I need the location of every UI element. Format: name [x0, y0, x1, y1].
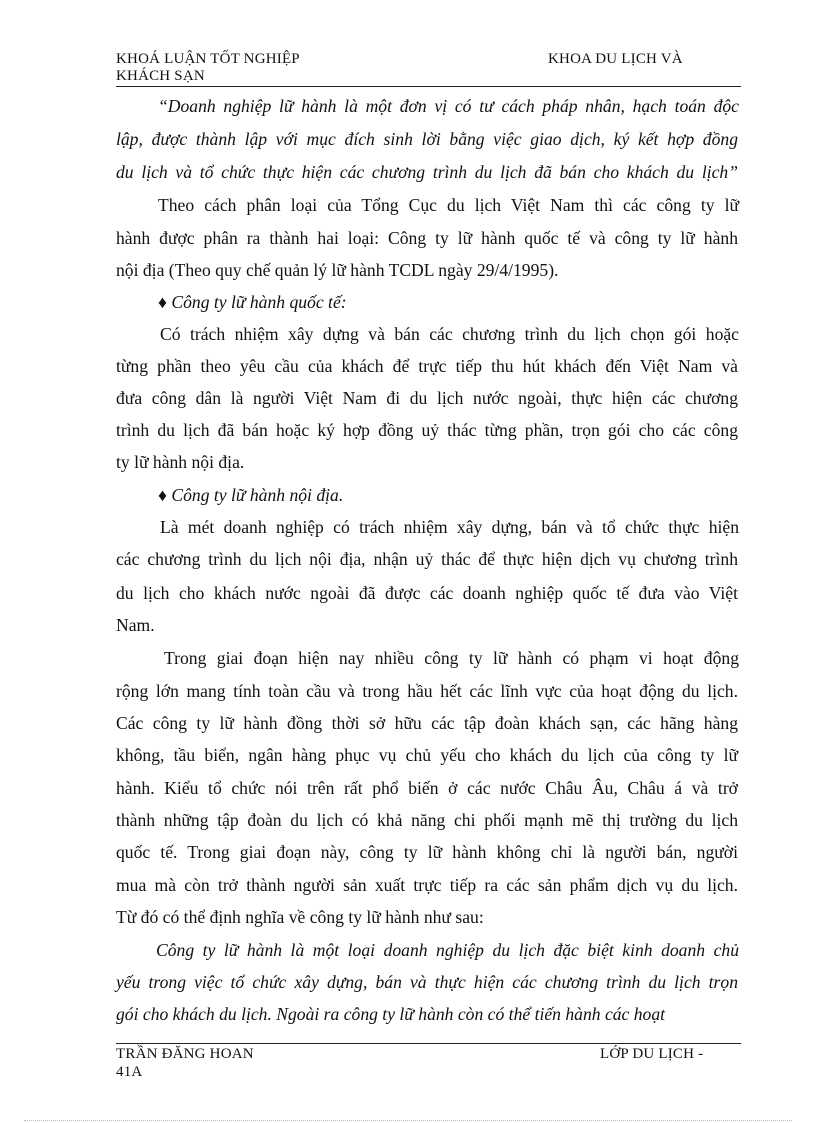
body-line: “Doanh nghiệp lữ hành là một đơn vị có tư cách pháp nhân, hạch toán độc	[158, 96, 739, 116]
body-line: ty lữ hành nội địa.	[116, 452, 245, 472]
footer-author: TRẦN ĐĂNG HOAN	[116, 1046, 254, 1062]
body-line: du lịch và tổ chức thực hiện các chương trình du lịch đã bán cho khách du lịch”	[116, 162, 738, 182]
body-line: Theo cách phân loại của Tổng Cục du lịch Việt Nam thì các công ty lữ	[158, 195, 739, 215]
body-line: Trong giai đoạn hiện nay nhiều công ty lữ hành có phạm vi hoạt động	[164, 648, 739, 668]
bullet-heading-domestic: ♦ Công ty lữ hành nội địa.	[158, 485, 344, 505]
body-line: rộng lớn mang tính toàn cầu và trong hầu hết các lĩnh vực của hoạt động du lịch.	[116, 681, 738, 701]
body-line: lập, được thành lập với mục đích sinh lời bằng việc giao dịch, ký kết hợp đồng	[116, 129, 738, 149]
body-line: đưa công dân là người Việt Nam đi du lịch nước ngoài, thực hiện các chương	[116, 388, 738, 408]
footer-class-label: LỚP DU LỊCH -	[600, 1046, 704, 1062]
body-line: hành được phân ra thành hai loại: Công ty lữ hành quốc tế và công ty lữ hành	[116, 228, 738, 248]
body-line: từng phần theo yêu cầu của khách để trực tiếp thu hút khách đến Việt Nam và	[116, 356, 738, 376]
body-line: gói cho khách du lịch. Ngoài ra công ty lữ hành còn có thể tiến hành các hoạt	[116, 1004, 666, 1024]
page-bottom-divider	[24, 1120, 792, 1121]
body-line: quốc tế. Trong giai đoạn này, công ty lữ hành không chỉ là người bán, người	[116, 842, 738, 862]
body-line: Công ty lữ hành là một loại doanh nghiệp du lịch đặc biệt kinh doanh chủ	[156, 940, 739, 960]
body-line: du lịch cho khách nước ngoài đã được các doanh nghiệp quốc tế đưa vào Việt	[116, 583, 738, 603]
bullet-heading-international: ♦ Công ty lữ hành quốc tế:	[158, 292, 347, 312]
header-right-title: KHOA DU LỊCH VÀ	[548, 51, 683, 67]
body-line: Nam.	[116, 615, 155, 635]
header-left-title: KHOÁ LUẬN TỐT NGHIỆP	[116, 51, 300, 67]
body-line: nội địa (Theo quy chế quản lý lữ hành TCDL ngày 29/4/1995).	[116, 260, 559, 280]
header-rule	[116, 86, 741, 87]
body-line: Từ đó có thể định nghĩa về công ty lữ hành như sau:	[116, 907, 484, 927]
body-line: Các công ty lữ hành đồng thời sở hữu các tập đoàn khách sạn, các hãng hàng	[116, 713, 738, 733]
body-line: Có trách nhiệm xây dựng và bán các chương trình du lịch chọn gói hoặc	[160, 324, 739, 344]
footer-author-class: 41A	[116, 1064, 143, 1080]
footer-rule	[116, 1043, 741, 1044]
header-left-subtitle: KHÁCH SẠN	[116, 68, 205, 84]
body-line: thành những tập đoàn du lịch có khả năng chi phối mạnh mẽ thị trường du lịch	[116, 810, 738, 830]
body-line: hành. Kiểu tổ chức nói trên rất phổ biến ở các nước Châu Âu, Châu á và trở	[116, 778, 738, 798]
body-line: không, tầu biển, ngân hàng phục vụ chủ yếu cho khách du lịch của công ty lữ	[116, 745, 738, 765]
body-line: trình du lịch đã bán hoặc ký hợp đồng uỷ thác từng phần, trọn gói cho các công	[116, 420, 738, 440]
body-line: yếu trong việc tổ chức xây dựng, bán và thực hiện các chương trình du lịch trọn	[116, 972, 738, 992]
body-line: các chương trình du lịch nội địa, nhận uỷ thác để thực hiện dịch vụ chương trình	[116, 549, 738, 569]
body-line: Là mét doanh nghiệp có trách nhiệm xây dựng, bán và tổ chức thực hiện	[160, 517, 739, 537]
body-line: mua mà còn trở thành người sản xuất trực tiếp ra các sản phẩm dịch vụ du lịch.	[116, 875, 738, 895]
